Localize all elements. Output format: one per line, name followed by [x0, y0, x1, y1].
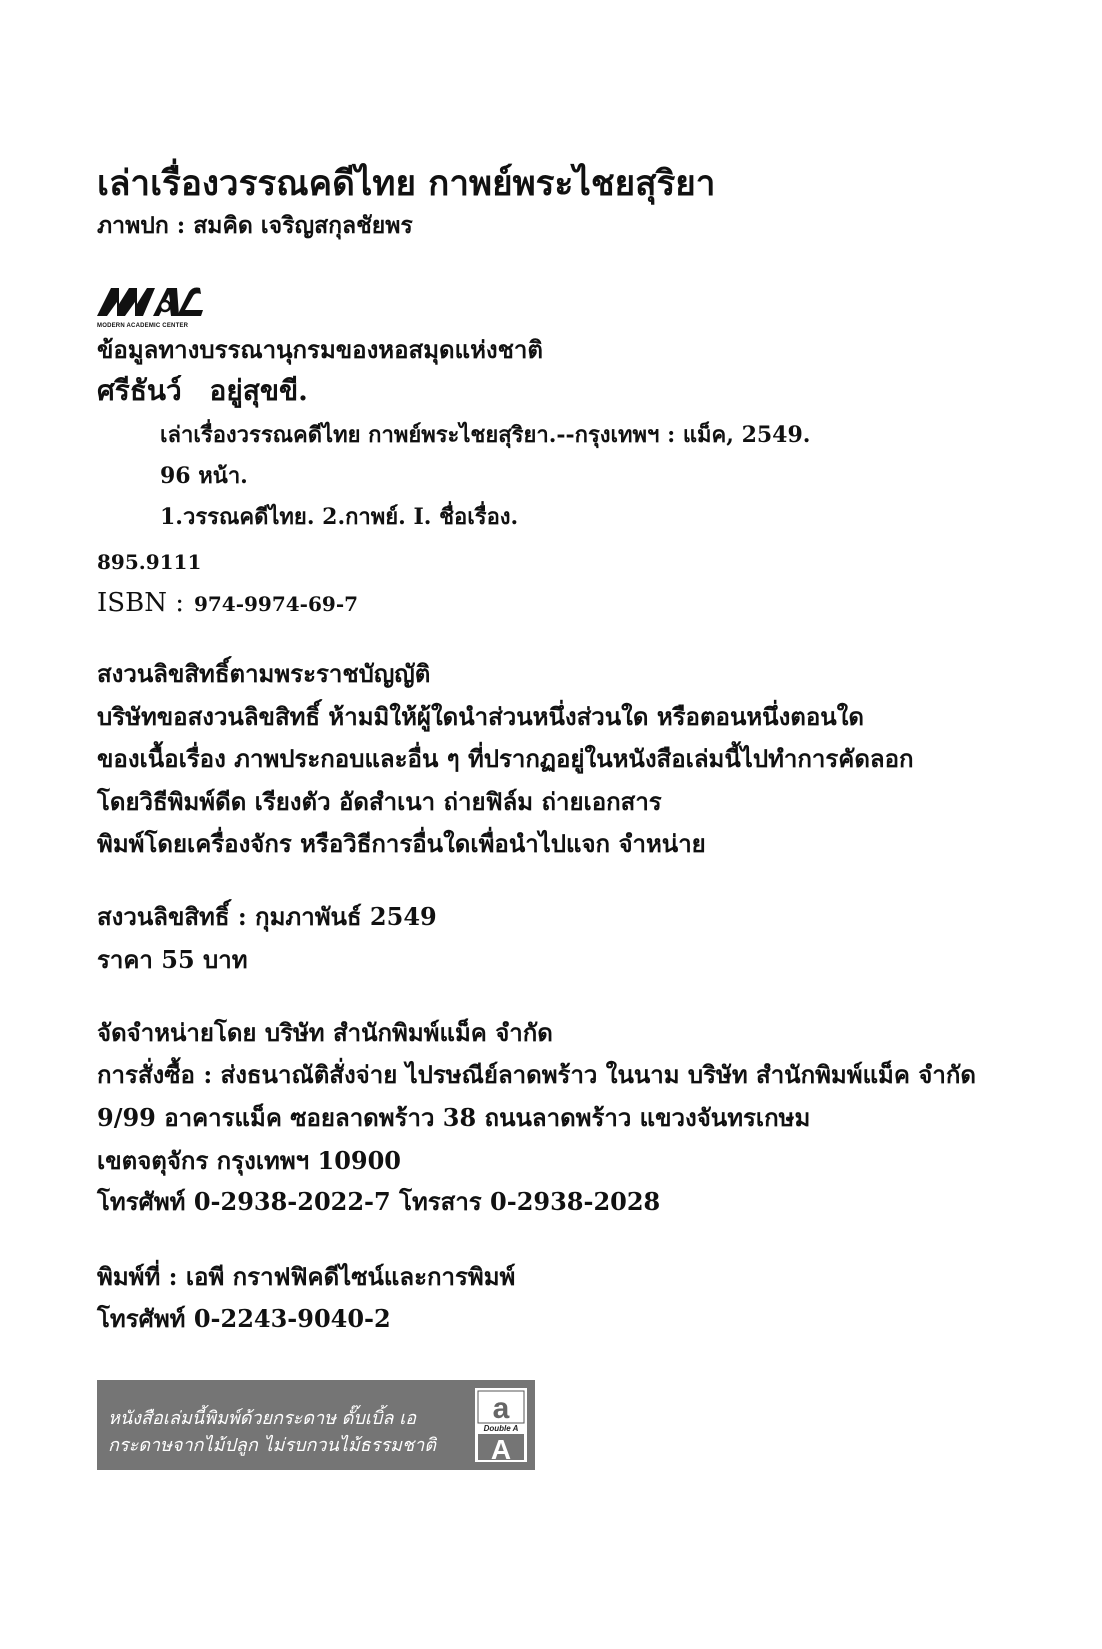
- catalog-line: เล่าเรื่องวรรณคดีไทย กาพย์พระไชยสุริยา.--กรุงเทพฯ : แม็ค, 2549.: [160, 422, 811, 448]
- printer-name: พิมพ์ที่ : เอพี กราฟฟิคดีไซน์และการพิมพ์: [97, 1262, 516, 1291]
- paper-notice-line: หนังสือเล่มนี้พิมพ์ด้วยกระดาษ ดั๊บเบิ้ล เอ: [108, 1408, 417, 1429]
- cover-credit: ภาพปก : สมคิด เจริญสกุลชัยพร: [97, 212, 413, 239]
- contact-numbers: โทรศัพท์ 0-2938-2022-7 โทรสาร 0-2938-2028: [97, 1187, 661, 1216]
- copyright-line: โดยวิธีพิมพ์ดีด เรียงตัว อัดสำเนา ถ่ายฟิล์ม ถ่ายเอกสาร: [97, 787, 662, 816]
- logo-caption: MODERN ACADEMIC CENTER: [97, 323, 189, 329]
- class-number: 895.9111: [97, 550, 202, 574]
- isbn: [97, 590, 358, 616]
- price: ราคา 55 บาท: [97, 945, 248, 974]
- catalog-line: 1.วรรณคดีไทย. 2.กาพย์. I. ชื่อเรื่อง.: [160, 504, 519, 530]
- double-a-glyph-bottom: A: [490, 1434, 512, 1462]
- paper-notice-banner: [97, 1380, 535, 1470]
- catalog-line: 96 หน้า.: [160, 463, 248, 489]
- order-info: การสั่งซื้อ : ส่งธนาณัติสั่งจ่าย ไปรษณีย์ลาดพร้าว ในนาม บริษัท สำนักพิมพ์แม็ค จำกัด: [97, 1060, 976, 1089]
- copyright-line: ของเนื้อเรื่อง ภาพประกอบและอื่น ๆ ที่ปรากฏอยู่ในหนังสือเล่มนี้ไปทำการคัดลอก: [97, 744, 914, 773]
- copyright-line: บริษัทขอสงวนลิขสิทธิ์ ห้ามมิให้ผู้ใดนำส่วนหนึ่งส่วนใด หรือตอนหนึ่งตอนใด: [97, 702, 865, 731]
- double-a-label: Double A: [483, 1424, 519, 1433]
- copyright-line: พิมพ์โดยเครื่องจักร หรือวิธีการอื่นใดเพื่อนำไปแจก จำหน่าย: [97, 829, 706, 858]
- double-a-logo-icon: [475, 1388, 527, 1462]
- isbn-label: ISBN :: [97, 588, 184, 618]
- catalog-heading: ข้อมูลทางบรรณานุกรมของหอสมุดแห่งชาติ: [97, 335, 543, 364]
- address-line: 9/99 อาคารแม็ค ซอยลาดพร้าว 38 ถนนลาดพร้าว แขวงจันทรเกษม: [97, 1103, 811, 1132]
- book-title: เล่าเรื่องวรรณคดีไทย กาพย์พระไชยสุริยา: [97, 163, 716, 204]
- paper-notice-line: กระดาษจากไม้ปลูก ไม่รบกวนไม้ธรรมชาติ: [108, 1435, 436, 1456]
- mac-logo-icon: [97, 280, 205, 320]
- printer-phone: โทรศัพท์ 0-2243-9040-2: [97, 1304, 391, 1333]
- address-line: เขตจตุจักร กรุงเทพฯ 10900: [97, 1146, 401, 1175]
- double-a-glyph-top: a: [492, 1392, 510, 1425]
- isbn-value: 974-9974-69-7: [193, 592, 359, 616]
- catalog-author: ศรีธันว์ อยู่สุขขี.: [97, 374, 308, 407]
- distributor: จัดจำหน่ายโดย บริษัท สำนักพิมพ์แม็ค จำกัด: [97, 1018, 553, 1047]
- copyright-heading: สงวนลิขสิทธิ์ตามพระราชบัญญัติ: [97, 659, 431, 688]
- copyright-date: สงวนลิขสิทธิ์ : กุมภาพันธ์ 2549: [97, 902, 437, 931]
